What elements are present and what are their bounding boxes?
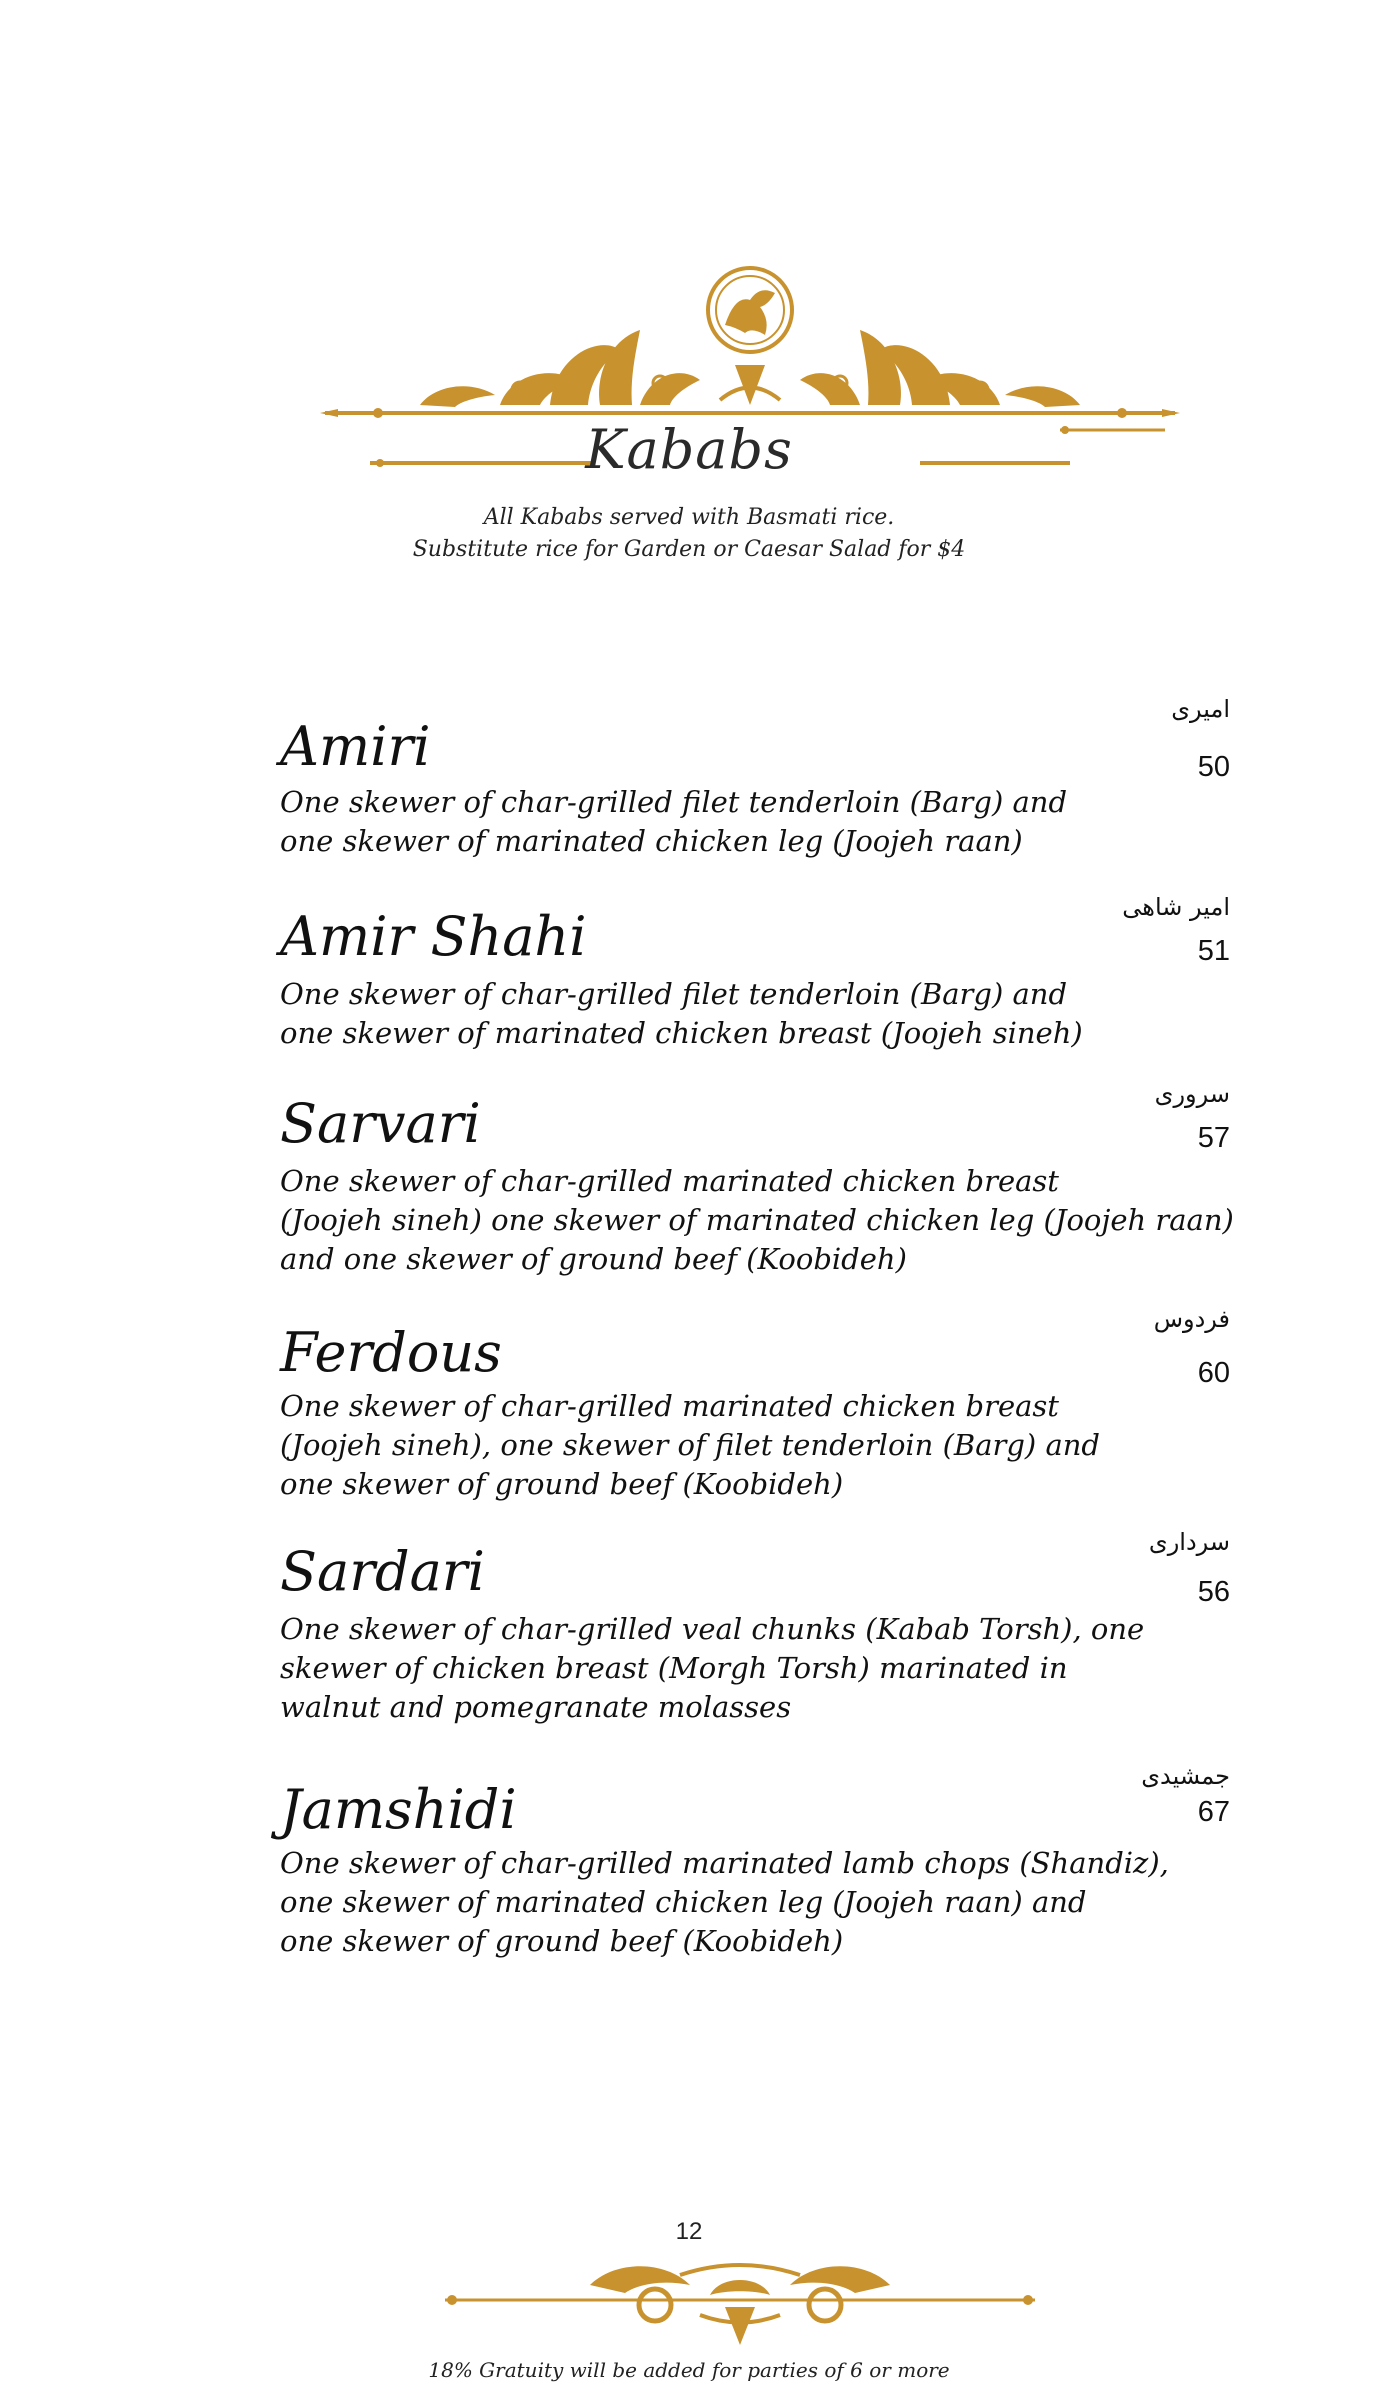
item-desc-line: and one skewer of ground beef (Koobideh) <box>280 1242 907 1276</box>
item-name: Jamshidi <box>280 1778 517 1841</box>
menu-item-ferdous <box>280 1305 1230 1515</box>
item-name: Amiri <box>280 715 431 778</box>
item-name: Sardari <box>280 1540 485 1603</box>
item-price: 51 <box>1197 935 1230 967</box>
item-desc-line: One skewer of char-grilled marinated chicken breast <box>280 1389 1059 1423</box>
item-desc-line: One skewer of char-grilled marinated lamb chops (Shandiz), <box>280 1846 1169 1880</box>
item-name: Sarvari <box>280 1092 481 1155</box>
item-desc-line: skewer of chicken breast (Morgh Torsh) marinated in <box>280 1651 1068 1685</box>
item-farsi-name: امیری <box>1171 695 1230 723</box>
item-farsi-name: سرداری <box>1148 1528 1230 1556</box>
section-subtitle-rice: All Kababs served with Basmati rice. <box>483 505 895 530</box>
menu-item-sarvari <box>280 1080 1234 1290</box>
item-farsi-name: جمشیدی <box>1141 1762 1230 1790</box>
menu-item-jamshidi <box>280 1762 1230 1972</box>
item-desc-line: (Joojeh sineh) one skewer of marinated chicken leg (Joojeh raan) <box>280 1203 1234 1237</box>
item-price: 56 <box>1197 1576 1230 1608</box>
item-desc-line: one skewer of marinated chicken leg (Joojeh raan) <box>280 824 1023 858</box>
gratuity-note: 18% Gratuity will be added for parties of 6 or more <box>428 2358 950 2382</box>
item-farsi-name: امیر شاهی <box>1122 893 1230 921</box>
section-subtitle-substitute: Substitute rice for Garden or Caesar Salad for $4 <box>412 537 966 562</box>
item-desc-line: one skewer of ground beef (Koobideh) <box>280 1467 844 1501</box>
item-desc-line: one skewer of marinated chicken breast (Joojeh sineh) <box>280 1016 1083 1050</box>
item-price: 67 <box>1197 1796 1230 1828</box>
item-price: 60 <box>1197 1357 1230 1389</box>
item-name: Amir Shahi <box>280 905 587 968</box>
item-desc-line: one skewer of marinated chicken leg (Joojeh raan) and <box>280 1885 1087 1919</box>
item-farsi-name: سروری <box>1154 1080 1230 1108</box>
item-price: 57 <box>1197 1122 1230 1154</box>
item-price: 50 <box>1197 751 1230 783</box>
item-desc-line: walnut and pomegranate molasses <box>280 1690 792 1724</box>
item-desc-line: One skewer of char-grilled veal chunks (Kabab Torsh), one <box>280 1612 1145 1646</box>
section-title: Kababs <box>585 418 793 481</box>
page-number: 12 <box>675 2218 703 2245</box>
menu-item-sardari <box>280 1528 1230 1738</box>
footer-ornament-icon <box>440 2245 1040 2355</box>
item-desc-line: One skewer of char-grilled filet tenderloin (Barg) and <box>280 785 1068 819</box>
item-desc-line: One skewer of char-grilled marinated chicken breast <box>280 1164 1059 1198</box>
item-farsi-name: فردوس <box>1153 1305 1230 1333</box>
item-desc-line: One skewer of char-grilled filet tenderloin (Barg) and <box>280 977 1068 1011</box>
item-desc-line: one skewer of ground beef (Koobideh) <box>280 1924 844 1958</box>
menu-item-amiri <box>280 695 1230 865</box>
item-name: Ferdous <box>280 1321 502 1384</box>
menu-item-amir-shahi <box>280 893 1230 1063</box>
item-desc-line: (Joojeh sineh), one skewer of filet tenderloin (Barg) and <box>280 1428 1100 1462</box>
